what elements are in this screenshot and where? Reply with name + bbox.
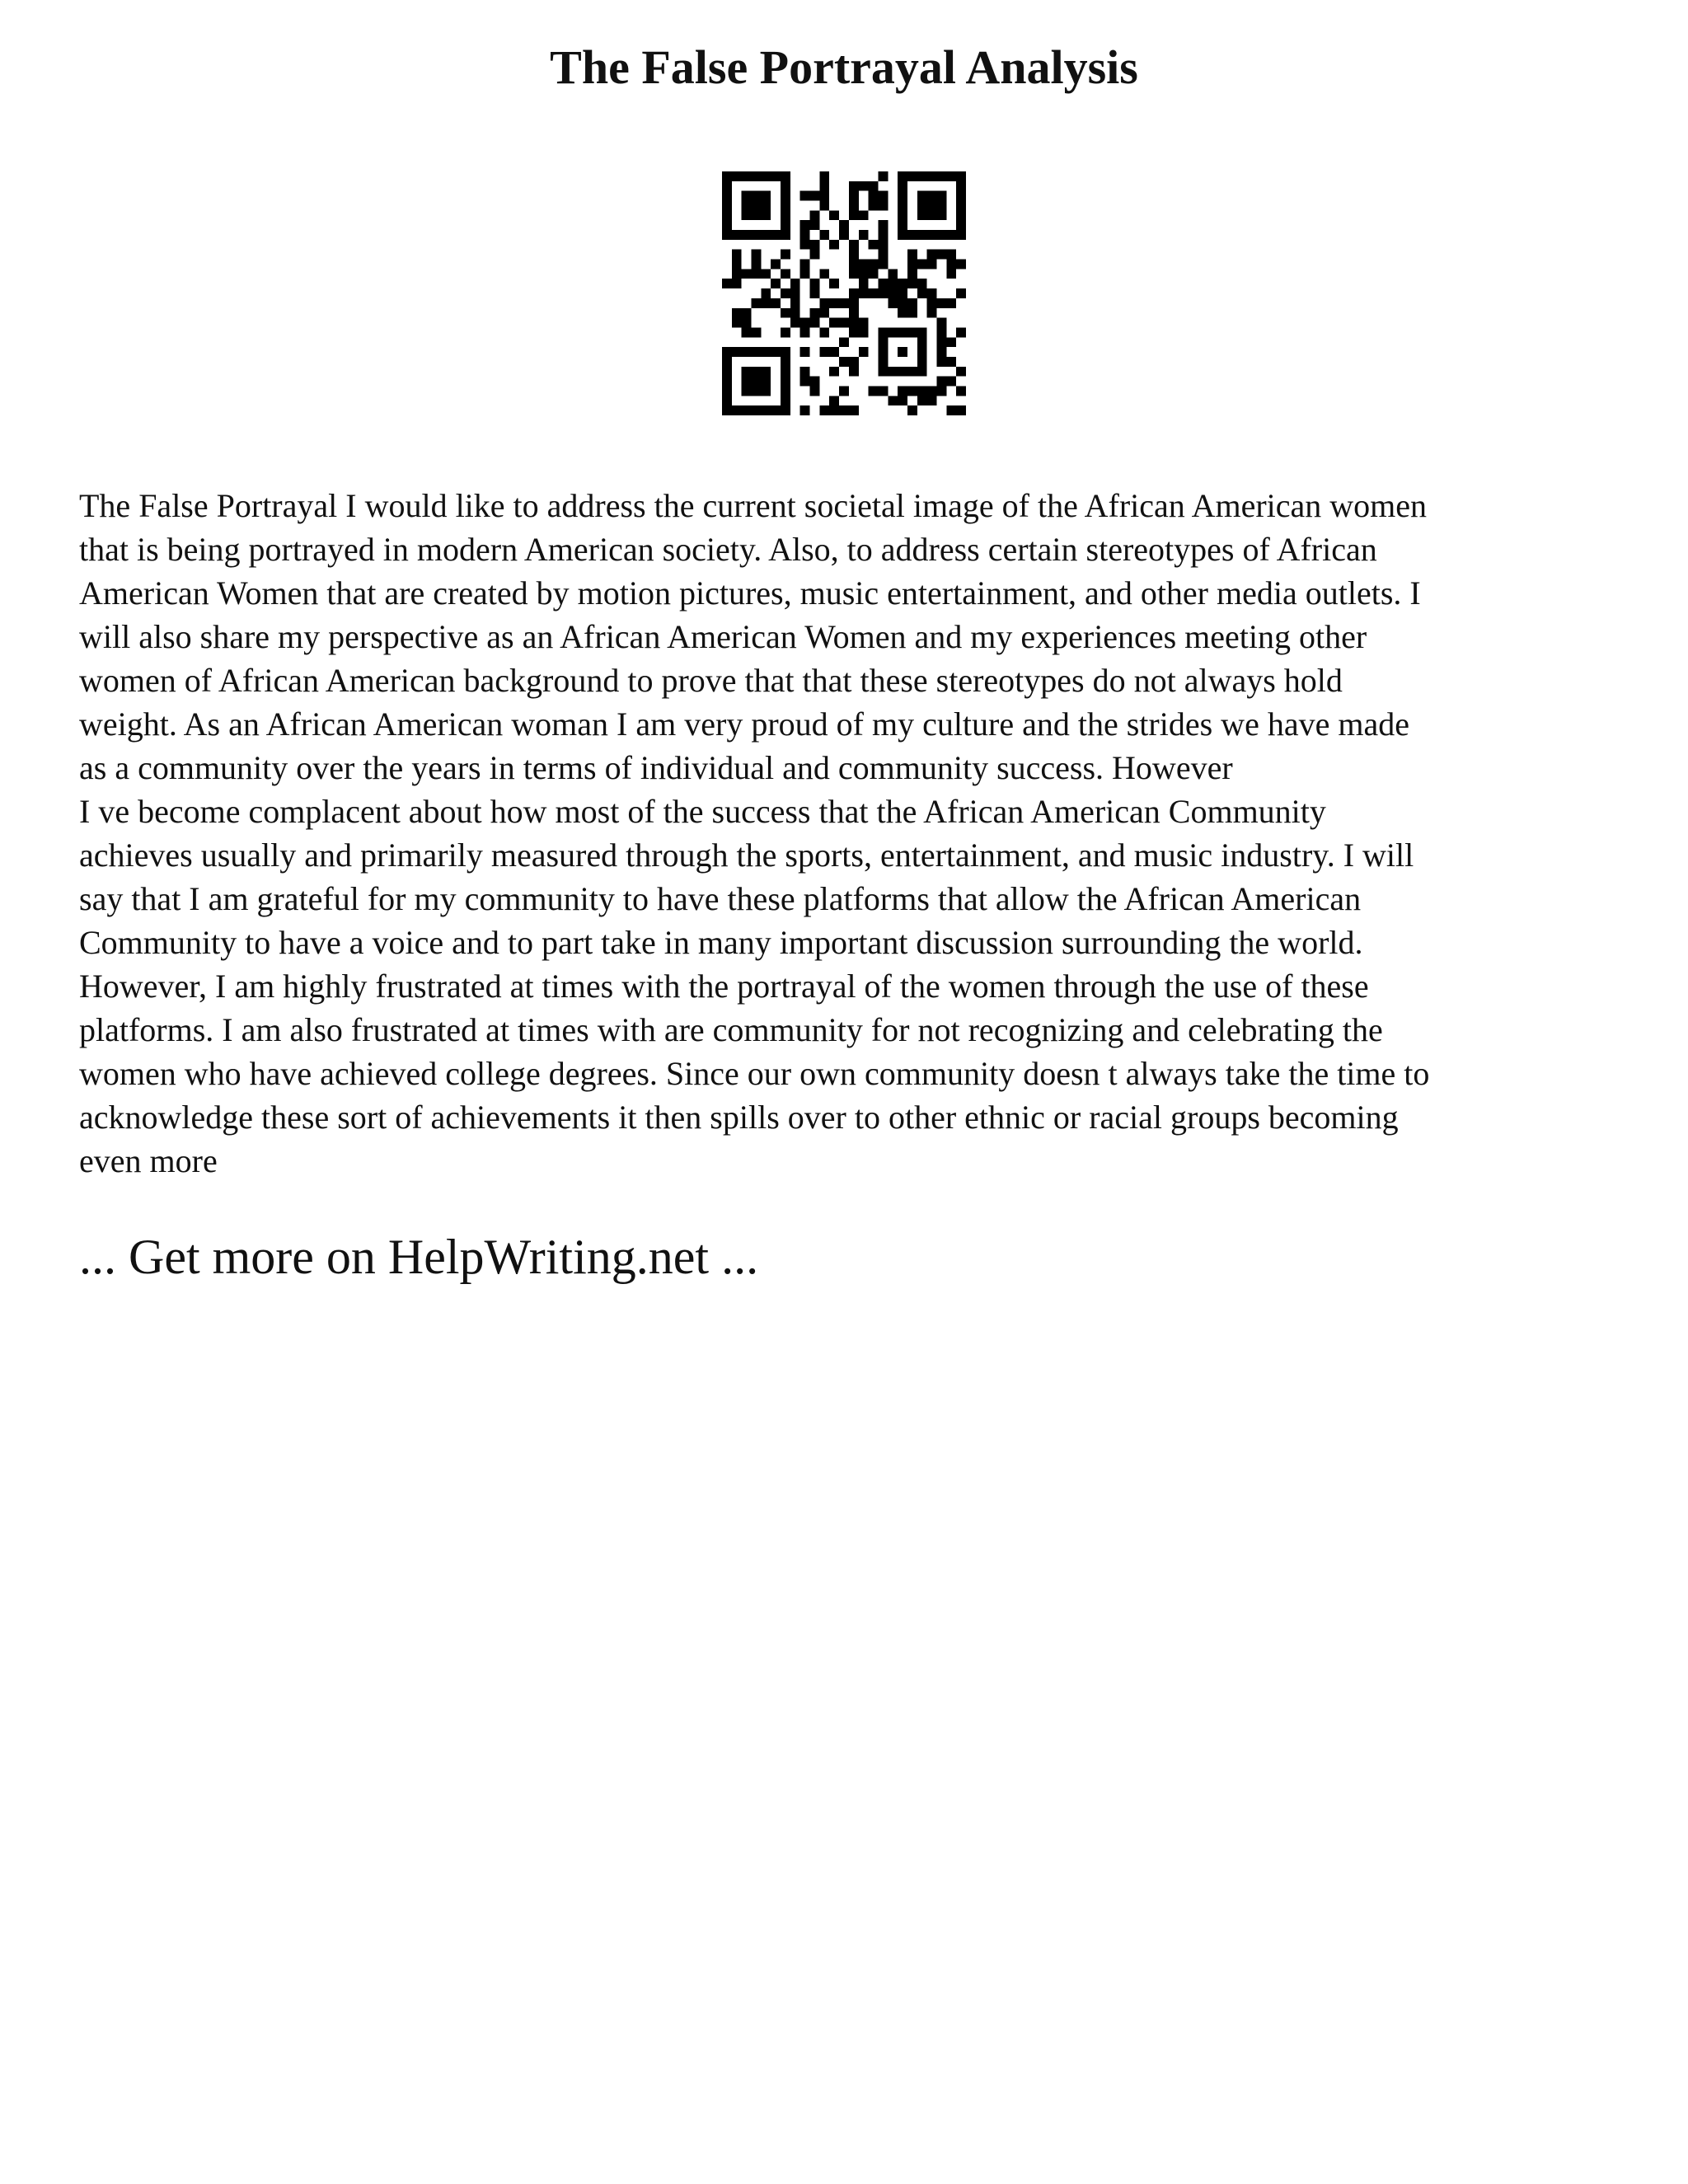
body-line: achieves usually and primarily measured through the sports, entertainment, and music industry. I will: [79, 837, 1414, 874]
body-line: weight. As an African American woman I am very proud of my culture and the strides we have made: [79, 705, 1409, 743]
body-line: will also share my perspective as an African American Women and my experiences meeting other: [79, 618, 1367, 655]
body-line: say that I am grateful for my community to have these platforms that allow the African American: [79, 880, 1362, 917]
document-title: The False Portrayal Analysis: [550, 40, 1138, 94]
body-line: platforms. I am also frustrated at times with are community for not recognizing and celebrating the: [79, 1011, 1383, 1048]
body-text: [79, 484, 1612, 1183]
body-line: However, I am highly frustrated at times with the portrayal of the women through the use of these: [79, 968, 1369, 1005]
body-line: that is being portrayed in modern American society. Also, to address certain stereotypes of African: [79, 531, 1377, 568]
body-line: The False Portrayal I would like to address the current societal image of the African American women: [79, 487, 1428, 524]
body-line: women of African American background to prove that that these stereotypes do not always hold: [79, 662, 1343, 699]
body-line: as a community over the years in terms of individual and community success. However: [79, 749, 1233, 786]
body-line: Community to have a voice and to part take in many important discussion surrounding the world.: [79, 924, 1363, 961]
body-line: acknowledge these sort of achievements it then spills over to other ethnic or racial groups becoming: [79, 1099, 1399, 1136]
body-line: even more: [79, 1142, 218, 1179]
body-line: I ve become complacent about how most of the success that the African American Community: [79, 793, 1326, 830]
body-line: American Women that are created by motion pictures, music entertainment, and other media outlets. I: [79, 574, 1421, 612]
qr-code-icon: [722, 171, 966, 415]
get-more-link[interactable]: ... Get more on HelpWriting.net ...: [79, 1230, 759, 1284]
body-line: women who have achieved college degrees. Since our own community doesn t always take the time to: [79, 1055, 1430, 1092]
